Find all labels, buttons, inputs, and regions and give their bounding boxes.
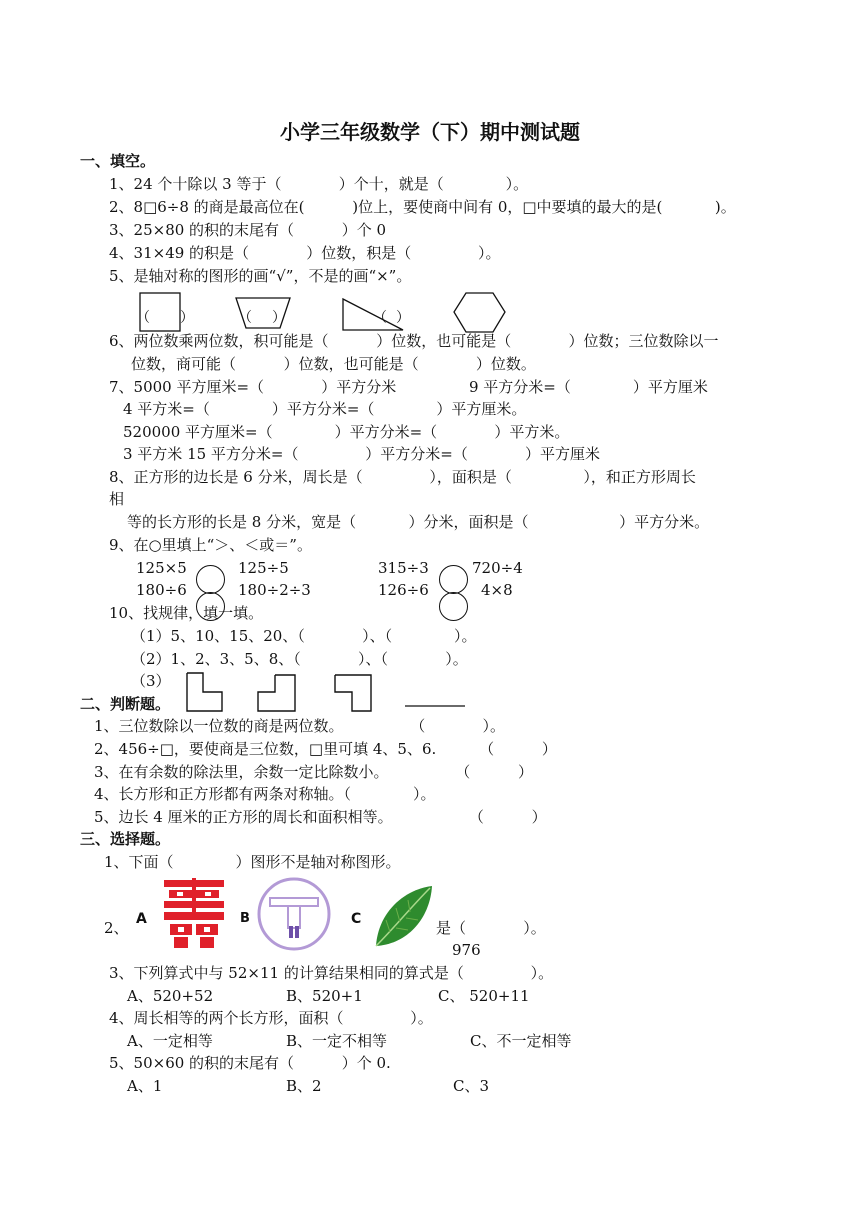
answer-paren-close-2: ） [272,310,286,326]
compare-expression: 720÷4 [472,559,523,577]
choice-question-1: 1、下面（ ）图形不是轴对称图形。 [104,853,401,871]
page-title: 小学三年级数学（下）期中测试题 [280,120,580,144]
question-1-8c: 等的长方形的长是 8 分米，宽是（ ）分米，面积是（ ）平方分米。 [127,513,710,531]
section3-heading: 三、选择题。 [80,830,171,848]
option-letter: B [240,911,250,926]
choice-option: B、一定不相等 [286,1032,388,1050]
hexagon-shape [453,292,507,334]
judge-item: 3、在有余数的除法里，余数一定比除数小。 （ ） [94,763,533,781]
choice-option: A、520+52 [127,987,214,1005]
compare-expression: 126÷6 [378,581,429,599]
judge-item: 4、长方形和正方形都有两条对称轴。（ ）。 [94,785,436,803]
choice-question-5: 5、50×60 的积的末尾有（ ）个 0. [109,1054,391,1072]
question-1-7a: 7、5000 平方厘米=（ ）平方分米 [109,378,397,396]
section1-heading: 一、填空。 [80,152,156,170]
pattern-shape [334,674,376,714]
choice-question-2-number: 2、 [104,919,129,937]
circle-t-badge-image [256,876,332,952]
answer-paren-close-3: ） [396,310,410,326]
section2-heading: 二、判断题。 [80,695,171,713]
question-1-1: 1、24 个十除以 3 等于（ ）个十，就是（ ）。 [109,175,529,193]
question-1-6b: 位数，商可能（ ）位数，也可能是（ ）位数。 [131,355,536,373]
judge-item: 5、边长 4 厘米的正方形的周长和面积相等。 （ ） [94,808,547,826]
question-1-10-1: （1）5、10、15、20、（ ）、（ ）。 [131,627,477,645]
answer-paren-open-3: （ [373,310,387,326]
question-1-7b: 9 平方分米=（ ）平方厘米 [469,378,708,396]
choice-option: B、520+1 [286,987,363,1005]
pattern-shape [257,674,299,714]
choice-option: C、不一定相等 [470,1032,572,1050]
question-1-5: 5、是轴对称的图形的画“√”，不是的画“×”。 [109,267,412,285]
answer-paren-open-1: （ [136,310,150,326]
answer-blank-line[interactable] [405,705,467,709]
answer-paren-close-1: ） [180,310,194,326]
compare-expression: 180÷2÷3 [238,581,311,599]
choice-question-3: 3、下列算式中与 52×11 的计算结果相同的算式是（ ）。 [109,964,554,982]
judge-item: 2、456÷□，要使商是三位数，□里可填 4、5、6. （ ） [94,740,557,758]
compare-expression: 125×5 [136,559,187,577]
question-1-7d: 520000 平方厘米=（ ）平方分米=（ ）平方米。 [123,423,570,441]
choice-option: C、3 [453,1077,490,1095]
choice-question-2-number-below: 976 [452,941,481,959]
pattern-shape [186,672,226,714]
choice-option: B、2 [286,1077,322,1095]
choice-option: C、 520+11 [438,987,530,1005]
choice-question-4: 4、周长相等的两个长方形，面积（ ）。 [109,1009,433,1027]
compare-expression: 315÷3 [378,559,429,577]
judge-item: 1、三位数除以一位数的商是两位数。 （ ）。 [94,717,506,735]
question-1-8a: 8、正方形的边长是 6 分米，周长是（ ），面积是（ ），和正方形周长 [109,468,696,486]
answer-paren-open-2: （ [238,310,252,326]
choice-option: A、1 [127,1077,163,1095]
question-1-2: 2、8□6÷8 的商是最高位在( )位上，要使商中间有 0，□中要填的最大的是( )。 [109,198,736,216]
compare-circle[interactable] [439,592,468,621]
compare-expression: 4×8 [481,581,513,599]
question-1-7e: 3 平方米 15 平方分米=（ ）平方分米=（ ）平方厘米 [123,445,601,463]
question-1-9: 9、在○里填上“＞、＜或＝”。 [109,536,312,554]
compare-circle[interactable] [196,565,225,594]
choice-question-2-tail: 是（ ）。 [436,919,546,937]
question-1-3: 3、25×80 的积的末尾有（ ）个 0 [109,221,387,239]
question-1-10: 10、找规律，填一填。 [109,604,264,622]
double-happiness-image [160,878,228,954]
question-1-10-2: （2）1、2、3、5、8、（ ）、（ ）。 [131,650,468,668]
choice-option: A、一定相等 [127,1032,213,1050]
compare-expression: 125÷5 [238,559,289,577]
compare-expression: 180÷6 [136,581,187,599]
question-1-4: 4、31×49 的积是（ ）位数，积是（ ）。 [109,244,501,262]
leaf-image [372,884,436,950]
compare-circle[interactable] [439,565,468,594]
question-1-8b: 相 [109,490,125,508]
question-1-10-3: （3） [131,672,171,690]
option-letter: A [136,911,147,927]
question-1-6a: 6、两位数乘两位数，积可能是（ ）位数，也可能是（ ）位数；三位数除以一 [109,332,719,350]
question-1-7c: 4 平方米=（ ）平方分米=（ ）平方厘米。 [123,400,527,418]
option-letter: C [351,911,362,927]
